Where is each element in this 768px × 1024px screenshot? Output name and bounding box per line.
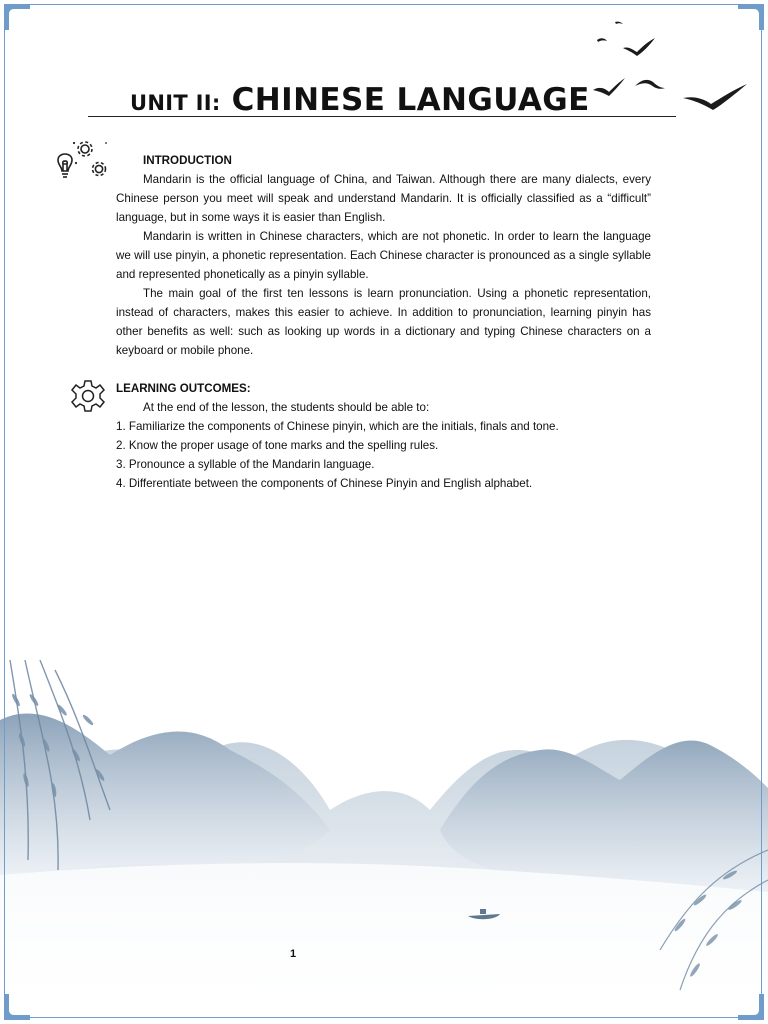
learning-outcome-item: 1. Familiarize the components of Chinese pinyin, which are the initials, finals and tone.: [116, 420, 559, 433]
learning-outcomes-lead: At the end of the lesson, the students should be able to:: [143, 401, 430, 414]
introduction-heading: INTRODUCTION: [143, 154, 232, 167]
intro-paragraph: Mandarin is written in Chinese characters, which are not phonetic. In order to learn the language we will use pinyin, a phonetic representation. Each Chinese character is pronounced as a single syllable and represented phonetically as a pinyin syllable.: [116, 230, 651, 281]
intro-paragraph: Mandarin is the official language of China, and Taiwan. Although there are many dialects, every Chinese person you meet will speak and understand Mandarin. It is officially classified as a “difficult” language, but in some ways it is easier than English.: [116, 173, 651, 224]
learning-outcome-item: 3. Pronounce a syllable of the Mandarin language.: [116, 458, 375, 471]
unit-label: UNIT II: [130, 91, 212, 115]
page-number: 1: [289, 948, 297, 960]
learning-outcome-item: 4. Differentiate between the components of Chinese Pinyin and English alphabet.: [116, 477, 533, 490]
unit-title: CHINESE LANGUAGE: [231, 82, 590, 118]
page-title: [130, 80, 590, 118]
corner-ornament-icon: [736, 992, 766, 1022]
intro-paragraph: The main goal of the first ten lessons is learn pronunciation. Using a phonetic representation, instead of characters, makes this easier to achieve. In addition to pronunciation, learning pinyin has other benefits as well: such as looking up words in a dictionary and typing Chinese characters on a keyboard or mobile phone.: [116, 287, 651, 357]
learning-outcomes-heading: LEARNING OUTCOMES:: [116, 382, 251, 395]
content-body: [116, 151, 651, 493]
learning-outcomes-section: [116, 379, 651, 493]
gear-icon: [70, 378, 106, 414]
corner-ornament-icon: [2, 992, 32, 1022]
learning-outcome-item: 2. Know the proper usage of tone marks and the spelling rules.: [116, 439, 439, 452]
corner-ornament-icon: [2, 2, 32, 32]
title-separator: :: [211, 91, 221, 115]
lightbulb-gears-icon: [48, 138, 114, 198]
title-bar: [88, 78, 676, 117]
